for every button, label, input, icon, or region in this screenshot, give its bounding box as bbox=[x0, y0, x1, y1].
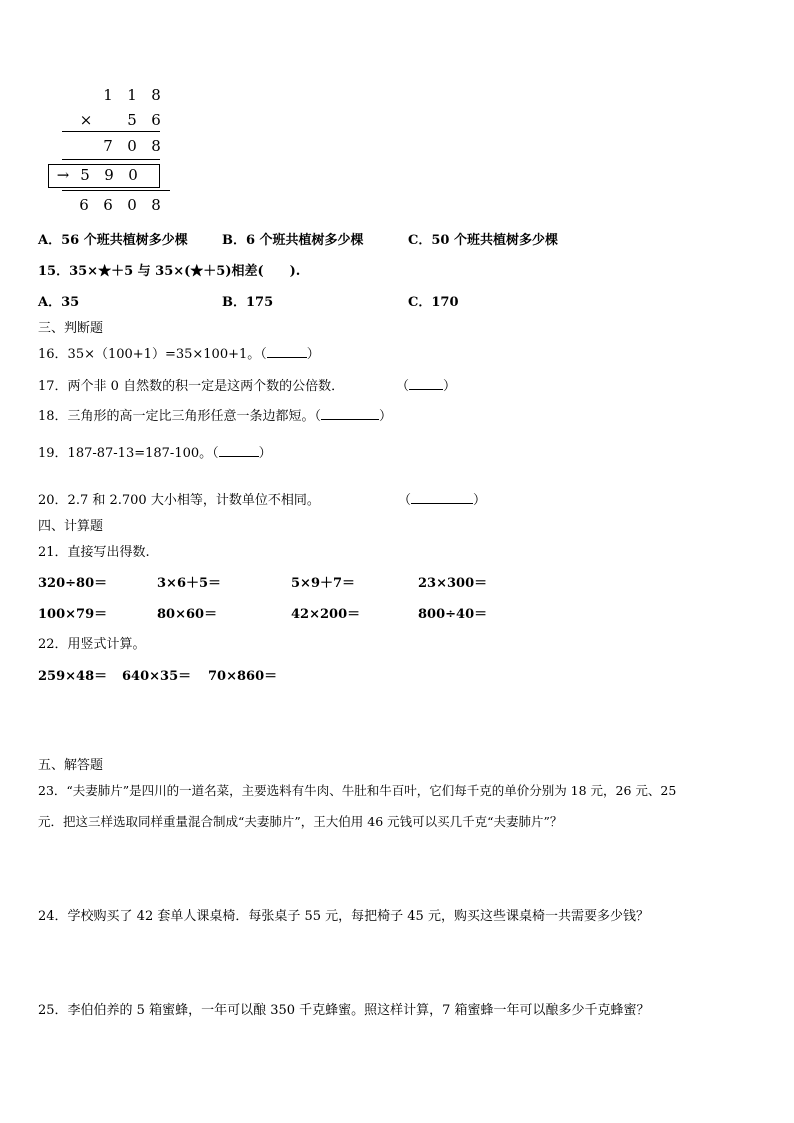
q15-option-b: B．175 bbox=[222, 295, 274, 310]
q14-option-b: B．6 个班共植树多少棵 bbox=[222, 233, 364, 248]
answer-blank[interactable] bbox=[321, 419, 379, 420]
calc-digit: 0 bbox=[127, 137, 137, 155]
calc-digit: 6 bbox=[151, 111, 161, 129]
q15-stem: 15．35×★＋5 与 35×(★＋5)相差( ). bbox=[38, 264, 301, 279]
q23-line2: 元．把这三样选取同样重量混合制成“夫妻肺片”，王大伯用 46 元钱可以买几千克“夫妻肺片”？ bbox=[38, 814, 563, 829]
q17-text: 17．两个非 0 自然数的积一定是这两个数的公倍数． bbox=[38, 379, 345, 394]
q23-line1: 23．“夫妻肺片”是四川的一道名菜，主要选料有牛肉、牛肚和牛百叶，它们每千克的单价分别为 18 元，26 元、25 bbox=[38, 783, 677, 798]
calc-digit: 8 bbox=[151, 196, 161, 214]
calc-digit: 6 bbox=[103, 196, 113, 214]
q21-item: 5×9＋7＝ bbox=[291, 576, 356, 591]
q25: 25．李伯伯养的 5 箱蜜蜂，一年可以酿 350 千克蜂蜜。照这样计算，7 箱蜜蜂一年可以酿多少千克蜂蜜？ bbox=[38, 1003, 650, 1018]
answer-blank[interactable] bbox=[409, 389, 443, 390]
answer-blank[interactable] bbox=[219, 456, 259, 457]
q21-item: 23×300＝ bbox=[418, 576, 488, 591]
calc-digit: 0 bbox=[128, 166, 138, 184]
q21-item: 320÷80＝ bbox=[38, 576, 108, 591]
q22-item: 70×860＝ bbox=[208, 669, 278, 684]
calc-rule bbox=[62, 131, 160, 132]
q16-close: ） bbox=[306, 347, 320, 362]
q21-stem: 21．直接写出得数. bbox=[38, 545, 150, 560]
q14-option-c: C．50 个班共植树多少棵 bbox=[408, 233, 558, 248]
q16 bbox=[38, 343, 320, 362]
q20-answer: （ ） bbox=[398, 493, 487, 508]
q22-item: 640×35＝ bbox=[122, 669, 192, 684]
q24: 24．学校购买了 42 套单人课桌椅．每张桌子 55 元，每把椅子 45 元，购买这些课桌椅一共需要多少钱？ bbox=[38, 909, 649, 924]
q15-option-c: C．170 bbox=[408, 295, 459, 310]
q19: 19．187-87-13=187-100。（ ） bbox=[38, 446, 272, 461]
q20 bbox=[38, 489, 320, 508]
section3-title: 三、判断题 bbox=[38, 321, 104, 336]
q22-item: 259×48＝ bbox=[38, 669, 108, 684]
calc-digit: 8 bbox=[151, 137, 161, 155]
calc-digit: 1 bbox=[127, 86, 137, 104]
calc-rule bbox=[62, 159, 160, 160]
calc-digit: 5 bbox=[80, 166, 90, 184]
section5-title: 五、解答题 bbox=[38, 758, 104, 773]
q15-option-a: A．35 bbox=[38, 295, 80, 310]
q21-item: 3×6＋5＝ bbox=[157, 576, 222, 591]
q21-item: 100×79＝ bbox=[38, 607, 108, 622]
arrow-icon: → bbox=[56, 166, 70, 184]
q14-option-a: A．56 个班共植树多少棵 bbox=[38, 233, 188, 248]
calc-digit: 7 bbox=[103, 137, 113, 155]
answer-blank[interactable] bbox=[267, 357, 307, 358]
calc-digit: 5 bbox=[127, 111, 137, 129]
q16-text: 16．35×（100+1）=35×100+1。（ bbox=[38, 347, 267, 362]
section4-title: 四、计算题 bbox=[38, 519, 104, 534]
q20-text: 20．2.7 和 2.700 大小相等，计数单位不相同。 bbox=[38, 493, 320, 508]
q19-text: 19．187-87-13=187-100。（ bbox=[38, 446, 219, 461]
q21-item: 80×60＝ bbox=[157, 607, 218, 622]
calc-digit: 9 bbox=[104, 166, 114, 184]
calc-rule bbox=[62, 190, 170, 191]
calc-digit: 0 bbox=[127, 196, 137, 214]
calc-digit: 8 bbox=[151, 86, 161, 104]
q22-stem: 22．用竖式计算。 bbox=[38, 637, 146, 652]
q17 bbox=[38, 375, 344, 394]
q18: 18．三角形的高一定比三角形任意一条边都短。（ ） bbox=[38, 409, 393, 424]
q18-text: 18．三角形的高一定比三角形任意一条边都短。（ bbox=[38, 409, 322, 424]
multiply-sign: × bbox=[79, 111, 93, 129]
calc-digit: 6 bbox=[79, 196, 89, 214]
calc-digit: 1 bbox=[103, 86, 113, 104]
answer-blank[interactable] bbox=[411, 503, 473, 504]
q21-item: 800÷40＝ bbox=[418, 607, 488, 622]
q21-item: 42×200＝ bbox=[291, 607, 361, 622]
q17-answer: （ ） bbox=[396, 379, 457, 394]
